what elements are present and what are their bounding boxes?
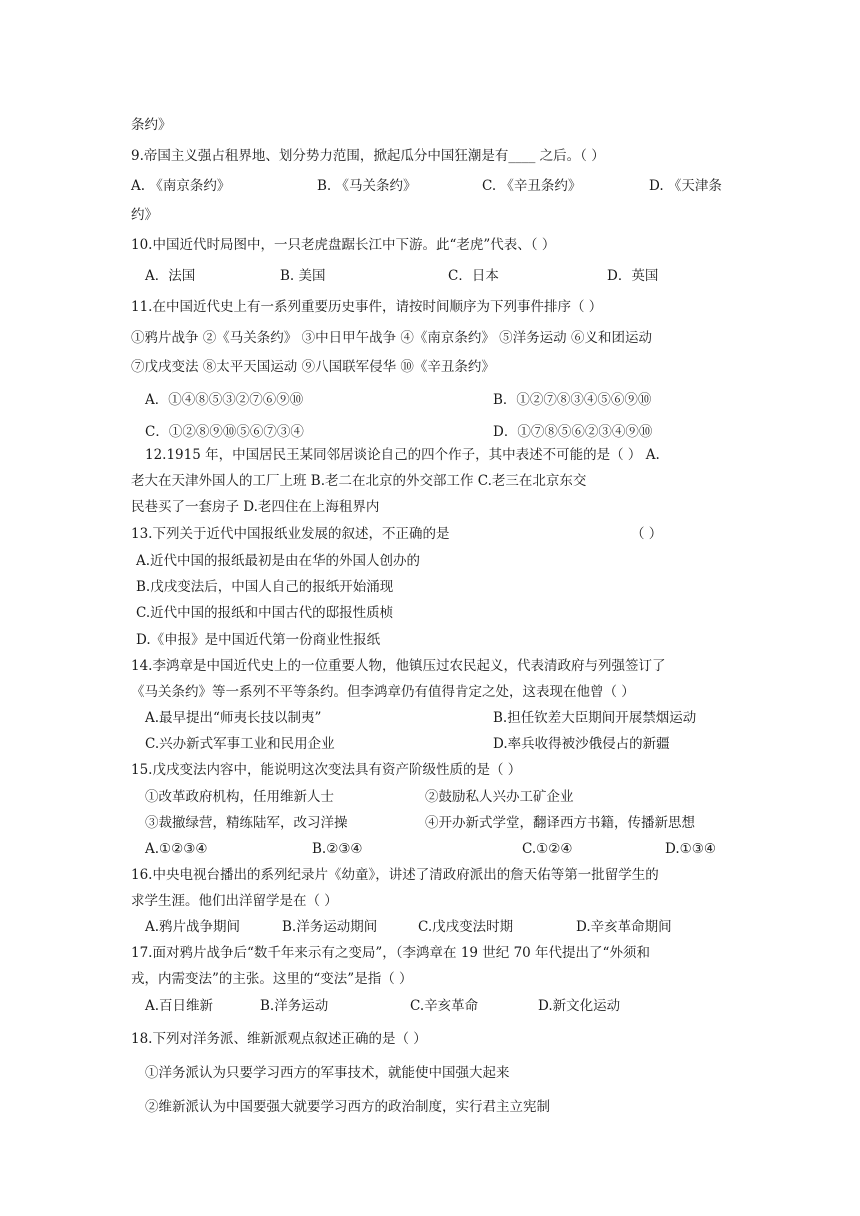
question-15-option-a: A.①②③④ — [145, 841, 208, 857]
question-18-item-1: ①洋务派认为只要学习西方的军事技术，就能使中国强大起来 — [145, 1065, 510, 1081]
question-17-option-c: C.辛亥革命 — [410, 998, 479, 1014]
question-14-option-c: C.兴办新式军事工业和民用企业 — [145, 736, 335, 752]
question-16-option-b: B.洋务运动期间 — [282, 919, 378, 935]
question-17-option-a: A.百日维新 — [145, 998, 214, 1014]
question-10-stem: 10.中国近代时局图中，一只老虎盘踞长江中下游。此“老虎”代表、（ ） — [131, 237, 556, 253]
question-9-option-d-continuation: 约》 — [131, 207, 158, 223]
question-17-line-2: 戎，内需变法”的主张。这里的“变法”是指（ ） — [131, 971, 413, 987]
question-11-items-line-2: ⑦戊戌变法 ⑧太平天国运动 ⑨八国联军侵华 ⑩《辛丑条约》 — [131, 359, 495, 375]
question-10-option-a: A．法国 — [145, 268, 196, 284]
question-11-option-c: C．①②⑧⑨⑩⑤⑥⑦③④ — [145, 424, 304, 440]
question-10-option-b: B. 美国 — [280, 268, 326, 284]
question-15-option-c: C.①②④ — [522, 841, 573, 857]
question-13-option-a: A.近代中国的报纸最初是由在华的外国人创办的 — [136, 553, 421, 569]
question-13-option-d: D.《申报》是中国近代第一份商业性报纸 — [136, 632, 381, 648]
question-12-line-2: 老大在天津外国人的工厂上班 B.老二在北京的外交部工作 C.老三在北京东交 — [131, 473, 587, 489]
question-9-stem: 9.帝国主义强占租界地、划分势力范围，掀起瓜分中国狂潮是有____ 之后。（ ） — [131, 148, 605, 164]
question-15-option-d: D.①③④ — [665, 841, 716, 857]
question-14-line-2: 《马关条约》等一系列不平等条约。但李鸿章仍有值得肯定之处，这表现在他曾（ ） — [131, 684, 635, 700]
question-15-item-3: ③裁撤绿营，精练陆军，改习洋操 — [145, 815, 348, 831]
question-8-continuation: 条约》 — [131, 117, 172, 133]
question-10-option-c: C．日本 — [448, 268, 499, 284]
question-11-option-d: D．①⑦⑧⑤⑥②③④⑨⑩ — [493, 424, 653, 440]
question-16-option-c: C.戊戌变法时期 — [418, 919, 514, 935]
question-13-answer-paren: （ ） — [631, 526, 663, 542]
question-15-item-4: ④开办新式学堂，翻译西方书籍，传播新思想 — [425, 815, 695, 831]
question-16-option-d: D.辛亥革命期间 — [576, 919, 672, 935]
question-15-option-b: B.②③④ — [312, 841, 363, 857]
question-17-line-1: 17.面对鸦片战争后“数千年来示有之变局”，（李鸿章在 19 世纪 70 年代提出了“外须和 — [131, 945, 650, 961]
question-17-option-d: D.新文化运动 — [538, 998, 621, 1014]
question-14-option-b: B.担任钦差大臣期间开展禁烟运动 — [493, 710, 697, 726]
question-10-option-d: D．英国 — [607, 268, 659, 284]
question-9-option-d: D. 《天津条 — [649, 178, 722, 194]
question-11-items-line-1: ①鸦片战争 ②《马关条约》 ③中日甲午战争 ④《南京条约》 ⑤洋务运动 ⑥义和团运动 — [131, 330, 652, 346]
question-12-line-3: 民巷买了一套房子 D.老四住在上海租界内 — [131, 499, 380, 515]
question-11-stem: 11.在中国近代史上有一系列重要历史事件，请按时间顺序为下列事件排序（ ） — [131, 299, 603, 315]
question-16-line-1: 16.中央电视台播出的系列纪录片《幼童》，讲述了清政府派出的詹天佑等第一批留学生的 — [131, 867, 659, 883]
question-16-line-2: 求学生涯。他们出洋留学是在（ ） — [131, 893, 338, 909]
question-14-line-1: 14.李鸿章是中国近代史上的一位重要人物，他镇压过农民起义，代表清政府与列强签订了 — [131, 658, 666, 674]
question-18-item-2: ②维新派认为中国要强大就要学习西方的政治制度，实行君主立宪制 — [145, 1099, 550, 1115]
question-16-option-a: A.鸦片战争期间 — [145, 919, 241, 935]
question-18-stem: 18.下列对洋务派、维新派观点叙述正确的是（ ） — [131, 1031, 427, 1047]
question-14-option-a: A.最早提出“师夷长技以制夷” — [145, 710, 322, 726]
question-13-stem: 13.下列关于近代中国报纸业发展的叙述，不正确的是 — [131, 526, 450, 542]
question-15-item-2: ②鼓励私人兴办工矿企业 — [425, 789, 574, 805]
question-14-option-d: D.率兵收得被沙俄侵占的新疆 — [493, 736, 670, 752]
question-15-stem: 15.戊戌变法内容中，能说明这次变法具有资产阶级性质的是（ ） — [131, 762, 522, 778]
question-13-option-c: C.近代中国的报纸和中国古代的邸报性质桢 — [136, 605, 394, 621]
question-9-option-c: C. 《辛丑条约》 — [482, 178, 582, 194]
question-13-option-b: B.戊戌变法后，中国人自己的报纸开始涌现 — [136, 579, 394, 595]
question-9-option-a: A. 《南京条约》 — [131, 178, 231, 194]
question-11-option-a: A．①④⑧⑤③②⑦⑥⑨⑩ — [145, 392, 304, 408]
question-11-option-b: B．①②⑦⑧③④⑤⑥⑨⑩ — [493, 392, 652, 408]
question-17-option-b: B.洋务运动 — [260, 998, 329, 1014]
question-15-item-1: ①改革政府机构，任用维新人士 — [145, 789, 334, 805]
question-9-option-b: B. 《马关条约》 — [317, 178, 417, 194]
question-12-line-1: 12.1915 年，中国居民王某同邻居谈论自己的四个作子，其中表述不可能的是（ ） A. — [145, 447, 660, 463]
